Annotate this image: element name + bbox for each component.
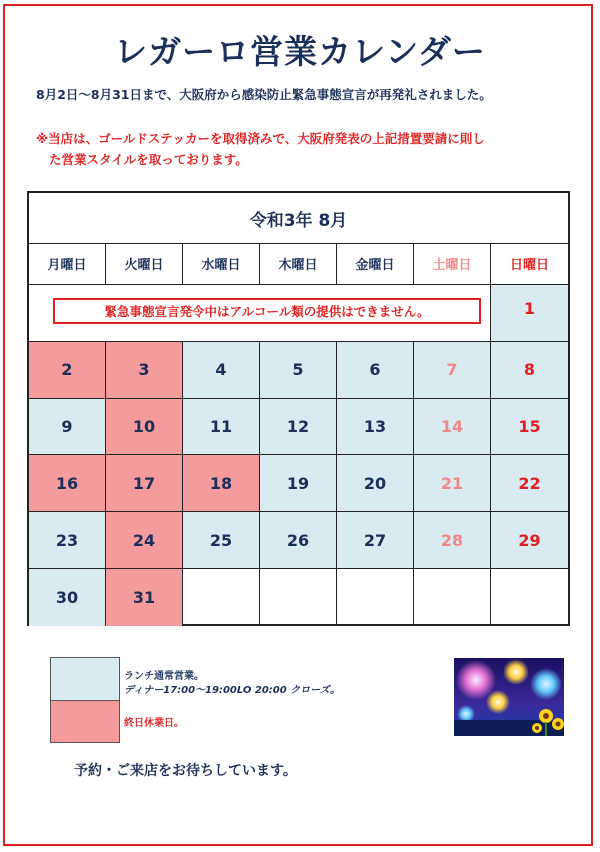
calendar-day-cell: 10 [106, 399, 183, 456]
calendar-day-cell: 29 [491, 512, 568, 569]
footer-message: 予約・ご来店をお待ちしています。 [74, 763, 297, 779]
emergency-notice: 8月2日～8月31日まで、大阪府から感染防止緊急事態宣言が再発礼されました。 [36, 87, 492, 102]
weekday-header: 木曜日 [260, 243, 337, 285]
calendar-day-cell: 15 [491, 399, 568, 456]
calendar-day-cell: 17 [106, 455, 183, 512]
first-week-blank-area [29, 285, 491, 342]
calendar-day-cell: 30 [29, 569, 106, 626]
legend-closed-swatch [50, 700, 120, 743]
legend-open-swatch [50, 657, 120, 701]
calendar-day-cell: 2 [29, 342, 106, 399]
calendar-day-cell: 26 [260, 512, 337, 569]
calendar-day-cell [337, 569, 414, 626]
weekday-header: 土曜日 [414, 243, 491, 285]
alcohol-notice-banner: 緊急事態宣言発令中はアルコール類の提供はできません。 [53, 298, 481, 324]
calendar-day-cell: 5 [260, 342, 337, 399]
calendar-day-cell: 7 [414, 342, 491, 399]
legend-open-line2: ディナー17:00～19:00LO 20:00 クローズ。 [124, 685, 340, 696]
store-policy-line1: ※当店は、ゴールドステッカーを取得済みで、大阪府発表の上記措置要請に則し [36, 131, 485, 146]
calendar-day-cell [491, 569, 568, 626]
calendar-day-cell: 27 [337, 512, 414, 569]
calendar-day-cell: 8 [491, 342, 568, 399]
calendar-day-cell: 3 [106, 342, 183, 399]
legend-closed-label: 終日休業日。 [124, 718, 184, 729]
calendar-day-cell: 25 [183, 512, 260, 569]
store-policy-line2: た営業スタイルを取っております。 [49, 152, 248, 167]
calendar-day-cell: 1 [491, 285, 568, 342]
calendar-day-cell: 19 [260, 455, 337, 512]
calendar-day-cell [414, 569, 491, 626]
calendar-day-cell: 6 [337, 342, 414, 399]
calendar-day-cell: 22 [491, 455, 568, 512]
calendar-day-cell [183, 569, 260, 626]
calendar-day-cell: 18 [183, 455, 260, 512]
page-title: レガーロ営業カレンダー [114, 32, 486, 71]
calendar-day-cell: 4 [183, 342, 260, 399]
calendar-day-cell: 14 [414, 399, 491, 456]
fireworks-sunflower-image [454, 658, 564, 736]
calendar-day-cell: 16 [29, 455, 106, 512]
store-policy-note [36, 128, 576, 170]
calendar-day-cell: 24 [106, 512, 183, 569]
calendar-day-cell: 13 [337, 399, 414, 456]
weekday-header: 日曜日 [491, 243, 568, 285]
weekday-header: 水曜日 [183, 243, 260, 285]
calendar-day-cell: 23 [29, 512, 106, 569]
calendar-day-cell: 11 [183, 399, 260, 456]
calendar-day-cell: 9 [29, 399, 106, 456]
weekday-header: 火曜日 [106, 243, 183, 285]
legend-open-line1: ランチ通常営業。 [124, 671, 204, 682]
weekday-header: 金曜日 [337, 243, 414, 285]
calendar-day-cell [260, 569, 337, 626]
calendar-day-cell: 12 [260, 399, 337, 456]
calendar-day-cell: 31 [106, 569, 183, 626]
business-calendar [27, 191, 570, 626]
calendar-day-cell: 20 [337, 455, 414, 512]
calendar-month-title: 令和3年 8月 [29, 193, 568, 244]
calendar-day-cell: 28 [414, 512, 491, 569]
weekday-header: 月曜日 [29, 243, 106, 285]
calendar-day-cell: 21 [414, 455, 491, 512]
